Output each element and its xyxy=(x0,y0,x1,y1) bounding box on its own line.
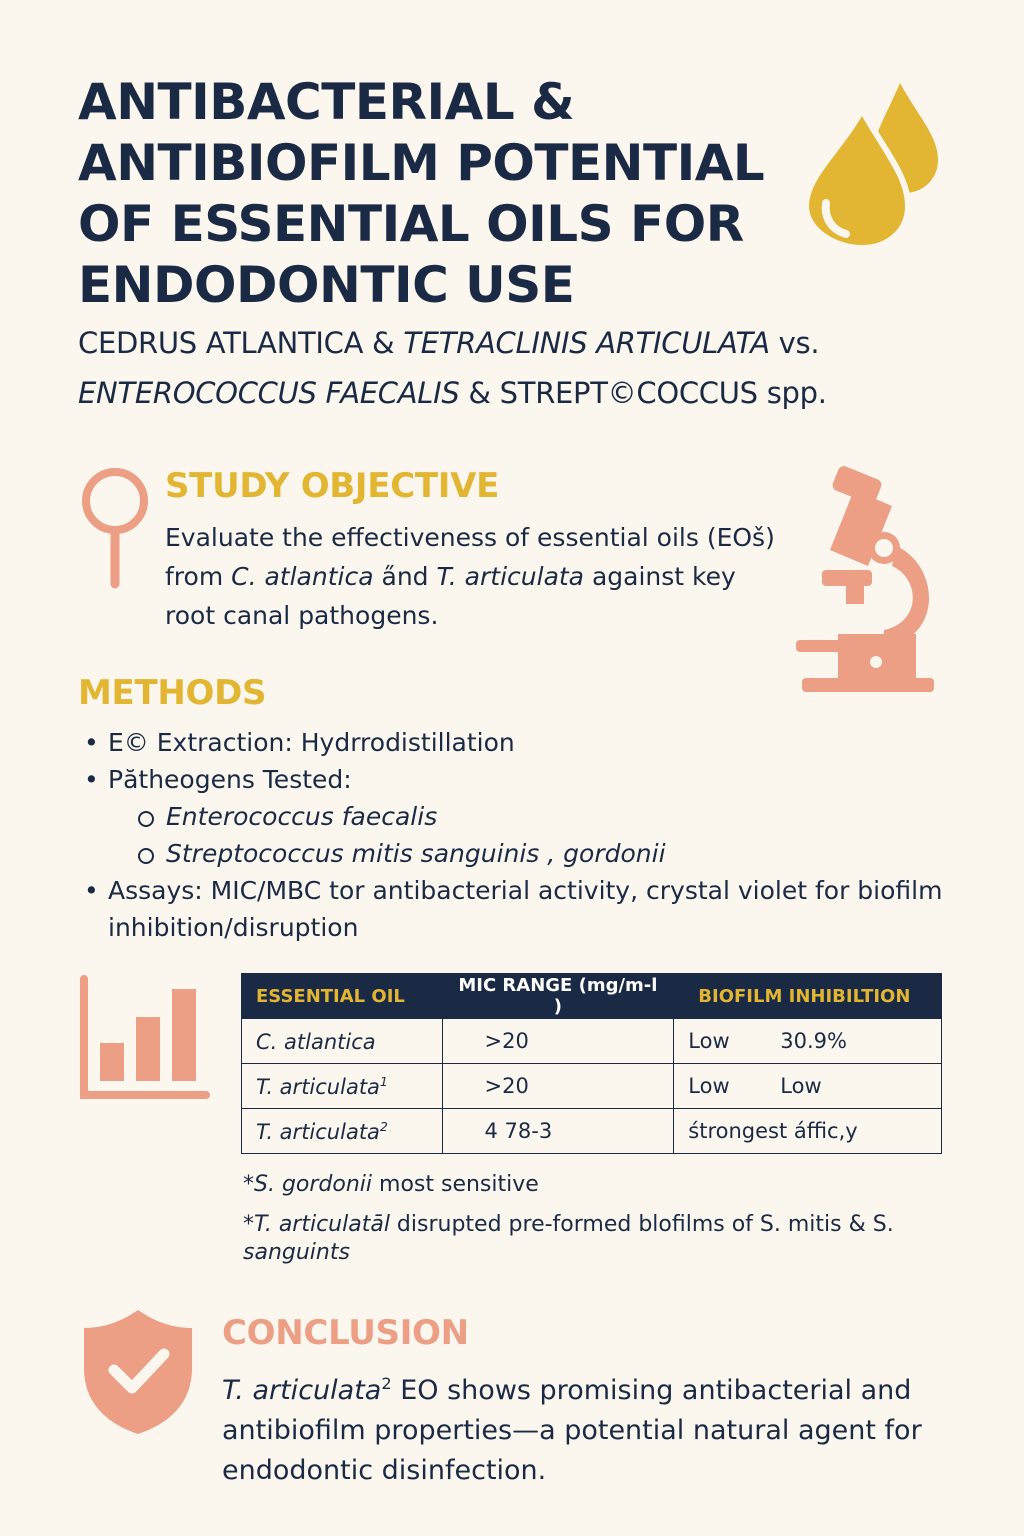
table-header-row xyxy=(242,974,942,1019)
biofilm-cell xyxy=(674,1109,942,1154)
column-header: BIOFILM INHIBILTION xyxy=(674,974,942,1019)
column-header: MIC RANGE (mg/m-l ) xyxy=(442,974,674,1019)
subtitle-species: ENTEROCOCCUS FAECALIS xyxy=(78,376,460,410)
objective-text-part: a̋nd xyxy=(373,562,437,591)
conclusion-heading: CONCLUSION xyxy=(222,1313,469,1353)
oil-name: C. atlantica xyxy=(256,1029,376,1054)
subtitle-species: CEDRUS ATLANTICA xyxy=(78,326,364,360)
oil-cell xyxy=(242,1109,443,1154)
magnifier-icon xyxy=(78,466,152,590)
table-row xyxy=(242,1064,942,1109)
biofilm-value: Low xyxy=(688,1029,730,1053)
microscope-icon xyxy=(796,466,938,696)
oil-footnote: 2 xyxy=(379,1118,388,1134)
oil-cell xyxy=(242,1019,443,1064)
oil-name: T. articulata xyxy=(256,1119,380,1144)
results-table xyxy=(241,973,942,1154)
title-line: OF ESSENTIAL OILS FOR xyxy=(78,195,744,253)
objective-text-part: against key root canal pathogens. xyxy=(165,562,736,630)
conclusion-footnote: 2 xyxy=(381,1374,392,1393)
mic-cell: >20 xyxy=(442,1064,674,1109)
bar-chart-icon xyxy=(78,975,210,1101)
biofilm-value: śtrongest áffic,y xyxy=(688,1119,858,1143)
title-line: ENDODONTIC USE xyxy=(78,256,575,314)
note-species: S. gordonii xyxy=(254,1172,373,1197)
footnote-2: *T. articulatāl disrupted pre-formed blofilms of S. mitis & S. sanguints xyxy=(243,1212,894,1265)
objective-text-part: Evaluate the effectiveness of essential oils (EOš) from xyxy=(165,523,775,591)
biofilm-value: Low xyxy=(780,1074,822,1098)
table-row xyxy=(242,1019,942,1064)
objective-species: T. articulata xyxy=(436,562,585,591)
shield-check-icon xyxy=(80,1306,196,1438)
biofilm-value: 30.9% xyxy=(780,1029,847,1053)
note-species: sanguints xyxy=(243,1240,350,1265)
objective-text xyxy=(165,518,785,635)
objective-heading: STUDY OBJECTIVE xyxy=(165,466,500,506)
subtitle-text: vs. xyxy=(769,326,820,360)
oil-drops-icon xyxy=(800,78,950,258)
biofilm-cell xyxy=(674,1019,942,1064)
table-row xyxy=(242,1109,942,1154)
note-species: T. articulatāl xyxy=(254,1212,390,1237)
methods-item: • Pătheogens Tested: xyxy=(80,761,960,798)
pathogen-item: Enterococcus faecalis xyxy=(80,798,960,835)
page-title xyxy=(78,72,778,316)
biofilm-value: Low xyxy=(688,1074,730,1098)
oil-cell xyxy=(242,1064,443,1109)
note-text: disrupted pre-formed blofilms of S. mitis & S. xyxy=(389,1212,894,1237)
methods-item: • E© Extraction: Hydrrodistillation xyxy=(80,724,960,761)
title-line: ANTIBIOFILM POTENTIAL xyxy=(78,134,765,192)
subtitle-line-2 xyxy=(78,376,827,410)
conclusion-text xyxy=(222,1364,942,1491)
subtitle-line-1 xyxy=(78,326,819,360)
subtitle-species: TETRACLINIS ARTICULATA xyxy=(403,326,770,360)
methods-item: • Assays: MIC/MBC tor antibacterial activity, crystal violet for biofilm inhibition/disruption xyxy=(80,872,960,946)
methods-list xyxy=(80,724,960,946)
footnote-1: *S. gordonii most sensitive xyxy=(243,1172,539,1197)
conclusion-body: EO shows promising antibacterial and antibiofilm properties—a potential natural agent for endodontic disinfection. xyxy=(222,1375,922,1486)
oil-name: T. articulata xyxy=(256,1074,380,1099)
subtitle-text: & xyxy=(363,326,404,360)
note-text: most sensitive xyxy=(372,1172,539,1197)
column-header: ESSENTIAL OIL xyxy=(242,974,443,1019)
oil-footnote: 1 xyxy=(379,1073,388,1089)
pathogen-item: Streptococcus mitis sanguinis , gordonii xyxy=(80,835,960,872)
mic-cell: >20 xyxy=(442,1019,674,1064)
title-line: ANTIBACTERIAL & xyxy=(78,73,575,131)
methods-heading: METHODS xyxy=(78,673,267,713)
conclusion-species: T. articulata xyxy=(222,1375,382,1406)
subtitle-text: & STREPT©COCCUS spp. xyxy=(459,376,827,410)
objective-species: C. atlantica xyxy=(231,562,374,591)
mic-cell: 4 78-3 xyxy=(442,1109,674,1154)
biofilm-cell xyxy=(674,1064,942,1109)
